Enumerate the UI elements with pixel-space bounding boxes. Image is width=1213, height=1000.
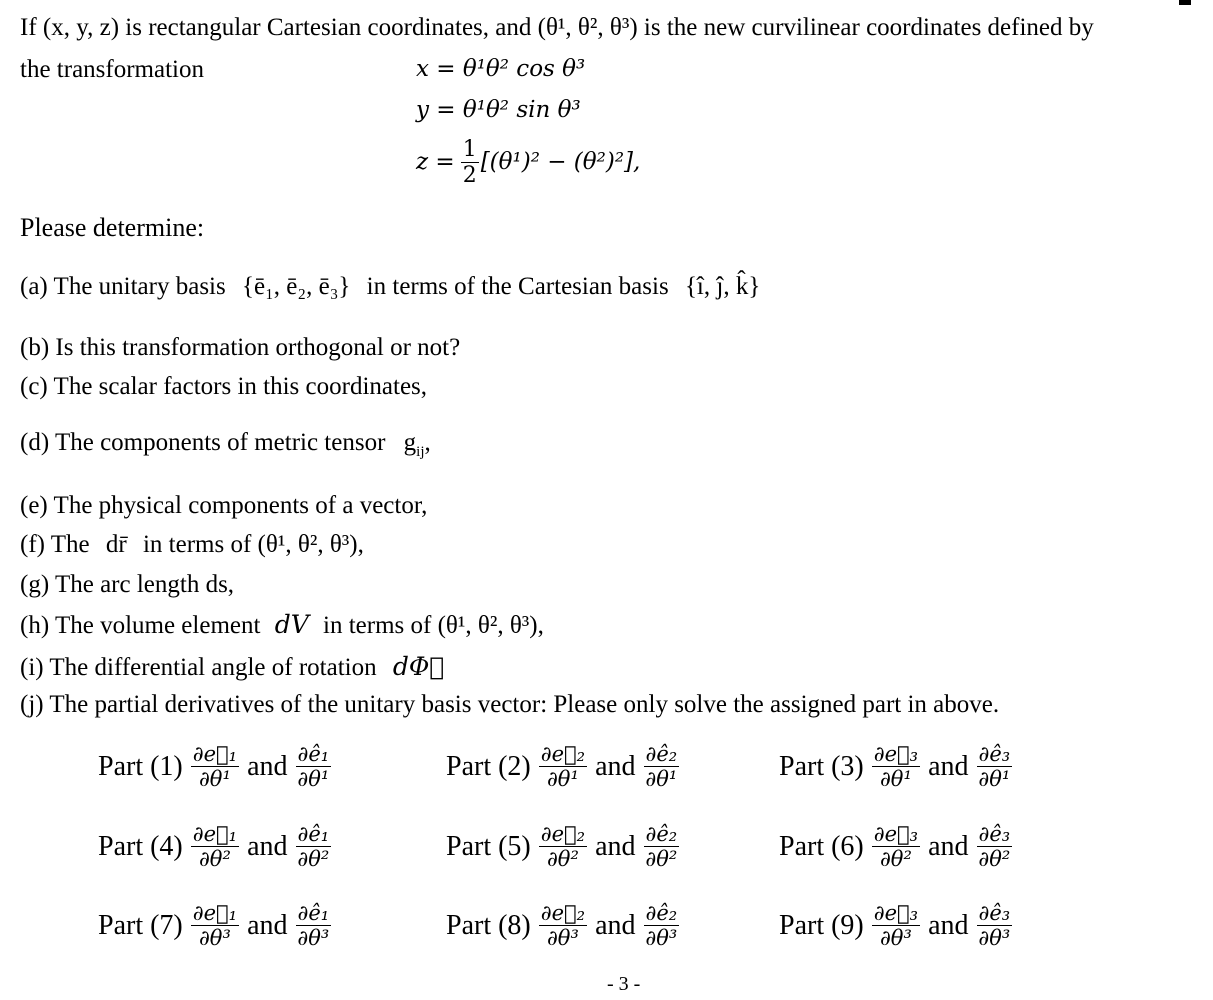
derivative-denominator: ∂θ² — [879, 847, 912, 872]
part-item — [779, 823, 1012, 870]
part-and: and — [928, 909, 969, 941]
part-item — [446, 902, 679, 949]
derivative-numerator: ∂ê₃ — [978, 822, 1011, 846]
question-a-cartesian-set: {î, ĵ, k̂} — [684, 273, 761, 300]
part-and: and — [247, 750, 288, 782]
question-c: (c) The scalar factors in this coordinates, — [20, 373, 428, 400]
derivative-numerator: ∂ê₂ — [645, 742, 678, 766]
part-item — [446, 743, 679, 790]
position-differential: dr̄ — [105, 531, 127, 558]
derivative-numerator: ∂ê₁ — [297, 742, 330, 766]
derivative-numerator: ∂e⃗₁ — [192, 822, 238, 846]
part-label: Part (9) — [779, 909, 864, 941]
question-a-mid-text: in terms of the Cartesian basis — [366, 273, 669, 300]
question-h — [20, 612, 544, 638]
derivative-unitary-basis — [872, 902, 920, 949]
derivative-numerator: ∂e⃗₂ — [540, 901, 586, 925]
question-j: (j) The partial derivatives of the unitary basis vector: Please only solve the assigned part in above. — [20, 691, 1000, 718]
equation-z-rhs: [(θ¹)² − (θ²)²], — [480, 149, 641, 176]
part-item — [779, 743, 1012, 790]
derivative-physical-basis — [296, 902, 332, 949]
derivative-physical-basis — [977, 823, 1013, 870]
part-label: Part (3) — [779, 750, 864, 782]
part-item — [98, 743, 331, 790]
derivative-numerator: ∂e⃗₃ — [873, 742, 919, 766]
part-label: Part (6) — [779, 830, 864, 862]
question-i — [20, 654, 444, 680]
derivative-physical-basis — [644, 823, 680, 870]
equation-y: y = θ¹θ² sin θ³ — [416, 97, 581, 123]
derivative-physical-basis — [296, 823, 332, 870]
derivative-unitary-basis — [539, 743, 587, 790]
derivative-numerator: ∂ê₁ — [297, 901, 330, 925]
derivative-numerator: ∂e⃗₃ — [873, 822, 919, 846]
equation-z-fraction — [461, 138, 479, 187]
derivative-numerator: ∂ê₁ — [297, 822, 330, 846]
derivative-numerator: ∂e⃗₁ — [192, 742, 238, 766]
derivative-unitary-basis — [872, 743, 920, 790]
question-b: (b) Is this transformation orthogonal or not? — [20, 334, 461, 361]
derivative-unitary-basis — [539, 823, 587, 870]
question-d-text: (d) The components of metric tensor — [20, 429, 386, 456]
question-g: (g) The arc length ds, — [20, 571, 235, 598]
metric-tensor-subscript: ij — [416, 444, 425, 460]
derivative-numerator: ∂ê₃ — [978, 901, 1011, 925]
question-d — [20, 430, 431, 460]
part-label: Part (7) — [98, 909, 183, 941]
part-and: and — [595, 830, 636, 862]
question-a-text: (a) The unitary basis — [20, 273, 226, 300]
derivative-denominator: ∂θ³ — [198, 926, 231, 951]
derivative-physical-basis — [644, 743, 680, 790]
question-a-basis-set: {ē₁, ē₂, ē₃} — [241, 273, 351, 300]
equation-z-lhs: z = — [416, 149, 455, 176]
part-item — [446, 823, 679, 870]
part-item — [98, 823, 331, 870]
derivative-physical-basis — [296, 743, 332, 790]
derivative-denominator: ∂θ¹ — [546, 767, 579, 792]
equation-z — [416, 138, 640, 187]
part-label: Part (4) — [98, 830, 183, 862]
derivative-denominator: ∂θ² — [978, 847, 1011, 872]
derivative-unitary-basis — [872, 823, 920, 870]
derivative-physical-basis — [644, 902, 680, 949]
part-item — [779, 902, 1012, 949]
part-item — [98, 902, 331, 949]
derivative-denominator: ∂θ³ — [297, 926, 330, 951]
derivative-unitary-basis — [539, 902, 587, 949]
derivative-numerator: ∂e⃗₁ — [192, 901, 238, 925]
part-and: and — [247, 909, 288, 941]
equation-z-denominator: 2 — [462, 163, 477, 189]
part-and: and — [595, 750, 636, 782]
derivative-denominator: ∂θ² — [645, 847, 678, 872]
question-i-text: (i) The differential angle of rotation — [20, 654, 377, 681]
derivative-denominator: ∂θ¹ — [198, 767, 231, 792]
volume-element-symbol: dV — [274, 610, 309, 639]
part-label: Part (1) — [98, 750, 183, 782]
question-h-tail: in terms of (θ¹, θ², θ³), — [323, 612, 544, 639]
metric-tensor-g: g — [403, 429, 417, 456]
derivative-physical-basis — [977, 743, 1013, 790]
part-and: and — [595, 909, 636, 941]
page-number: - 3 - — [607, 973, 641, 995]
part-label: Part (2) — [446, 750, 531, 782]
derivative-denominator: ∂θ² — [297, 847, 330, 872]
derivative-numerator: ∂e⃗₂ — [540, 742, 586, 766]
question-f-tail: in terms of (θ¹, θ², θ³), — [142, 531, 364, 558]
derivative-denominator: ∂θ¹ — [645, 767, 678, 792]
derivative-denominator: ∂θ³ — [546, 926, 579, 951]
derivative-denominator: ∂θ² — [546, 847, 579, 872]
intro-line-1: If (x, y, z) is rectangular Cartesian coordinates, and (θ¹, θ², θ³) is the new curvilinear coordinates defined by — [20, 14, 1094, 41]
part-label: Part (8) — [446, 909, 531, 941]
part-and: and — [928, 830, 969, 862]
derivative-numerator: ∂ê₃ — [978, 742, 1011, 766]
question-a — [20, 274, 760, 299]
derivative-physical-basis — [977, 902, 1013, 949]
part-and: and — [247, 830, 288, 862]
derivative-denominator: ∂θ² — [198, 847, 231, 872]
top-edge-mark — [1179, 0, 1191, 5]
derivative-numerator: ∂ê₂ — [645, 901, 678, 925]
part-label: Part (5) — [446, 830, 531, 862]
derivative-numerator: ∂e⃗₃ — [873, 901, 919, 925]
rotation-angle-symbol: dΦ⃗ — [392, 652, 445, 681]
question-h-text: (h) The volume element — [20, 612, 261, 639]
question-f — [20, 532, 364, 557]
intro-line-2: the transformation — [20, 56, 204, 83]
derivative-numerator: ∂ê₂ — [645, 822, 678, 846]
question-f-text: (f) The — [20, 531, 90, 558]
equation-x: x = θ¹θ² cos θ³ — [416, 56, 586, 82]
derivative-denominator: ∂θ³ — [978, 926, 1011, 951]
part-and: and — [928, 750, 969, 782]
derivative-denominator: ∂θ¹ — [879, 767, 912, 792]
metric-tensor-symbol — [403, 429, 425, 460]
question-d-comma: , — [424, 429, 431, 456]
derivative-unitary-basis — [191, 743, 239, 790]
prompt-heading: Please determine: — [20, 213, 205, 242]
derivative-denominator: ∂θ³ — [645, 926, 678, 951]
equation-z-numerator: 1 — [462, 137, 477, 162]
derivative-denominator: ∂θ³ — [879, 926, 912, 951]
derivative-denominator: ∂θ¹ — [978, 767, 1011, 792]
derivative-numerator: ∂e⃗₂ — [540, 822, 586, 846]
derivative-unitary-basis — [191, 902, 239, 949]
derivative-denominator: ∂θ¹ — [297, 767, 330, 792]
derivative-unitary-basis — [191, 823, 239, 870]
question-e: (e) The physical components of a vector, — [20, 492, 428, 519]
